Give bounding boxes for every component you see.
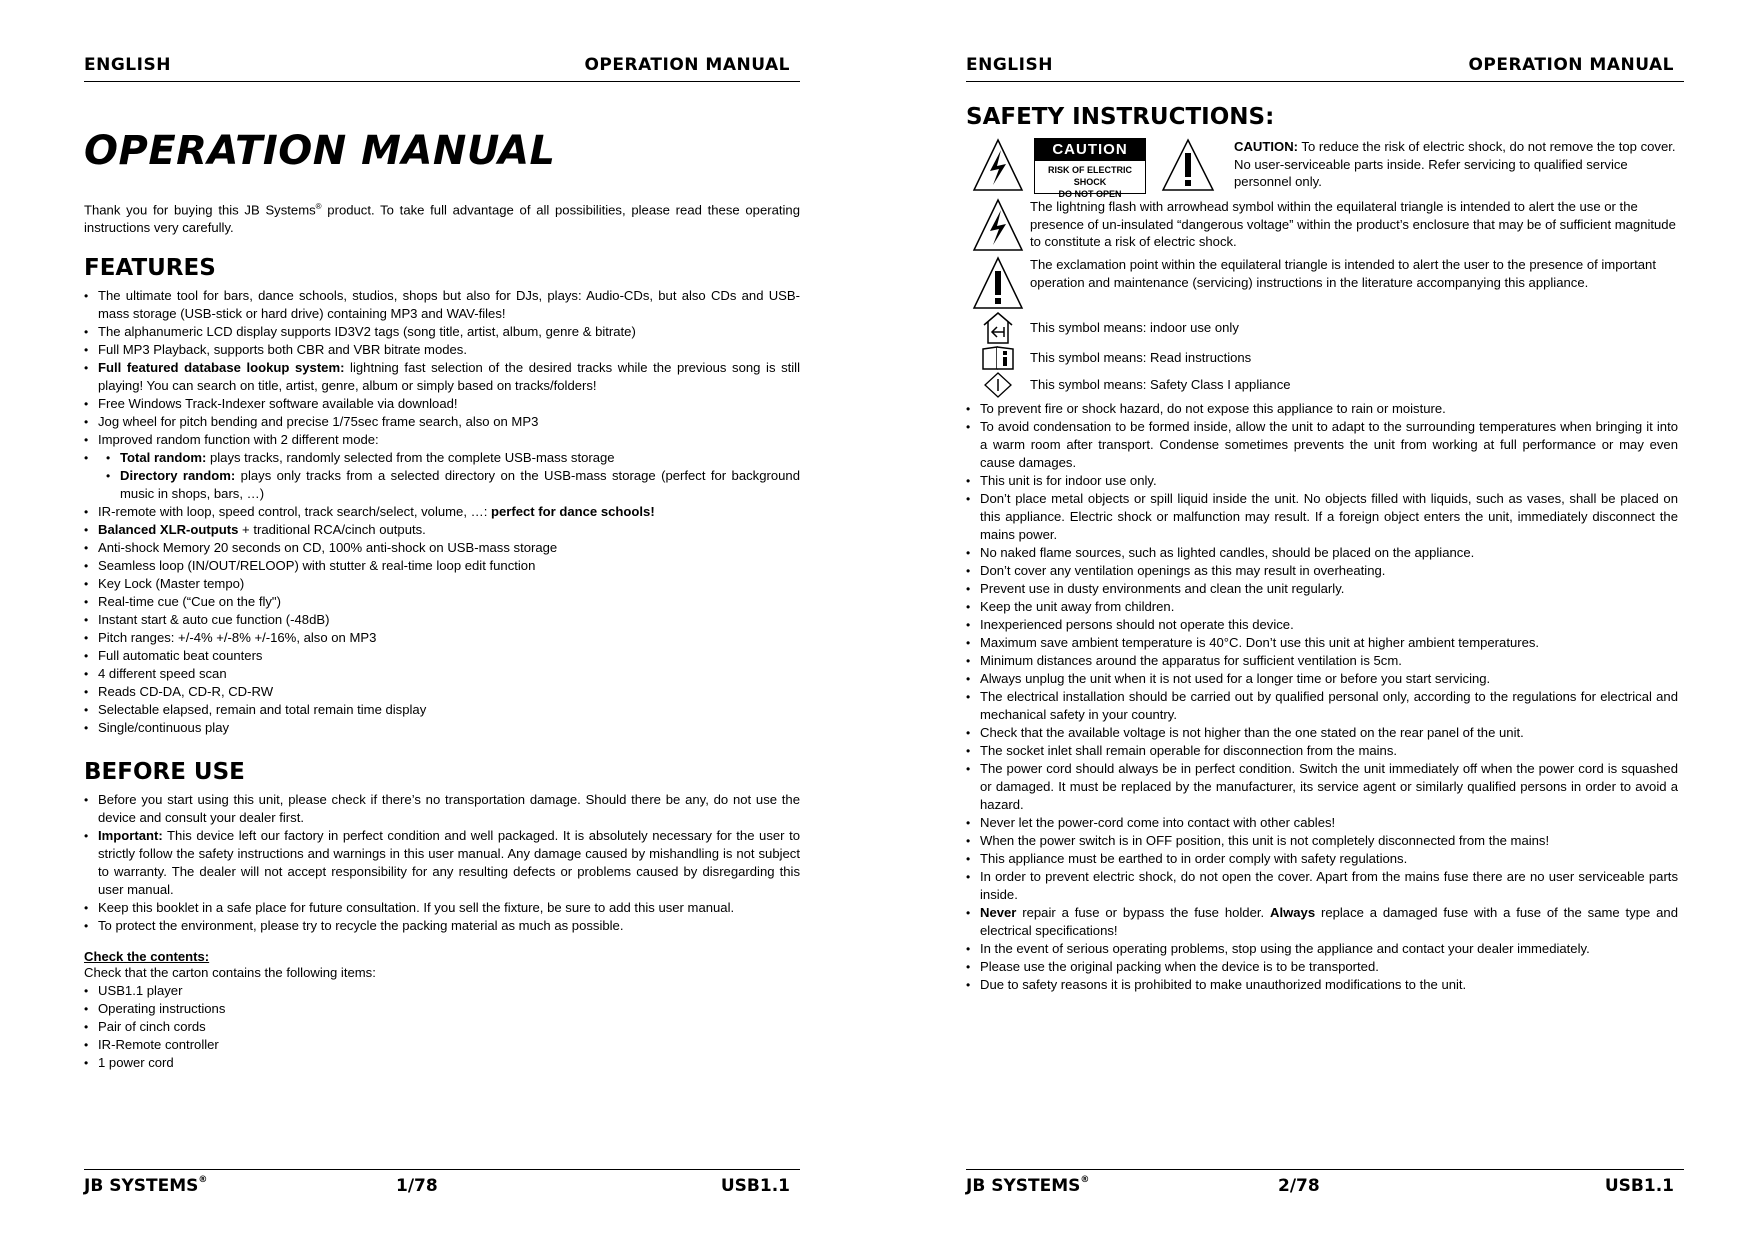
list-item: • Pitch ranges: +/-4% +/-8% +/-16%, also on MP3 bbox=[84, 629, 800, 647]
list-item: • Never repair a fuse or bypass the fuse holder. Always replace a damaged fuse with a fuse of the same type and electrical specifications! bbox=[966, 904, 1678, 940]
page-footer bbox=[966, 1169, 1684, 1196]
list-item: • Pair of cinch cords bbox=[84, 1018, 800, 1036]
list-item: • In order to prevent electric shock, do not open the cover. Apart from the mains fuse there are no user serviceable parts inside. bbox=[966, 868, 1678, 904]
list-item: • Important: This device left our factory in perfect condition and well packaged. It is absolutely necessary for the user to strictly follow the safety instructions and warnings in this user manual. Any damage caused by mishandling is not subject to warranty. The dealer will not accept responsibility for any resulting defects or problems caused by disregarding this user manual. bbox=[84, 827, 800, 899]
list-item: • To protect the environment, please try to recycle the packing material as much as possible. bbox=[84, 917, 800, 935]
page-header bbox=[966, 55, 1684, 82]
lightning-row bbox=[966, 198, 1684, 256]
header-title: OPERATION MANUAL bbox=[1468, 55, 1674, 75]
list-item: • 1 power cord bbox=[84, 1054, 800, 1072]
list-item: • Prevent use in dusty environments and clean the unit regularly. bbox=[966, 580, 1678, 598]
class-text: This symbol means: Safety Class I appliance bbox=[1030, 377, 1291, 393]
list-item: • Full automatic beat counters bbox=[84, 647, 800, 665]
list-item: • Balanced XLR-outputs + traditional RCA/cinch outputs. bbox=[84, 521, 800, 539]
exclamation-triangle-icon bbox=[1158, 138, 1218, 192]
check-contents-intro: Check that the carton contains the following items: bbox=[84, 965, 376, 981]
before-use-heading: BEFORE USE bbox=[84, 759, 245, 786]
lightning-triangle-icon bbox=[966, 138, 1030, 192]
list-item: • Before you start using this unit, please check if there’s no transportation damage. Should there be any, do not use the device and consult your dealer first. bbox=[84, 791, 800, 827]
list-item: • Keep the unit away from children. bbox=[966, 598, 1678, 616]
list-item: • Anti-shock Memory 20 seconds on CD, 100% anti-shock on USB-mass storage bbox=[84, 539, 800, 557]
safety-class-icon bbox=[966, 372, 1030, 398]
list-item: • This appliance must be earthed to in order comply with safety regulations. bbox=[966, 850, 1678, 868]
caution-label: CAUTION RISK OF ELECTRIC SHOCK DO NOT OPEN bbox=[1034, 138, 1146, 194]
right-content bbox=[966, 104, 1684, 994]
list-item: • Don’t cover any ventilation openings as this may result in overheating. bbox=[966, 562, 1678, 580]
registered-mark: ® bbox=[315, 202, 322, 211]
list-item: • USB1.1 player bbox=[84, 982, 800, 1000]
list-item: • Single/continuous play bbox=[84, 719, 800, 737]
footer-model: USB1.1 bbox=[1604, 1176, 1674, 1196]
header-language: ENGLISH bbox=[84, 55, 171, 75]
indoor-use-icon bbox=[966, 311, 1030, 345]
intro-paragraph: Thank you for buying this JB Systems® product. To take full advantage of all possibilities, please read these operating instructions very carefully. bbox=[84, 202, 800, 236]
list-item: • IR-Remote controller bbox=[84, 1036, 800, 1054]
list-item: • Improved random function with 2 different mode: bbox=[84, 431, 800, 449]
list-item: • Keep this booklet in a safe place for future consultation. If you sell the fixture, be sure to add this user manual. bbox=[84, 899, 800, 917]
list-item: • Due to safety reasons it is prohibited to make unauthorized modifications to the unit. bbox=[966, 976, 1678, 994]
list-item: • Full featured database lookup system: lightning fast selection of the desired tracks while the previous song is still playing! You can search on title, artist, genre, album or simply based on tracks/folders! bbox=[84, 359, 800, 395]
list-item: • Please use the original packing when the device is to be transported. bbox=[966, 958, 1678, 976]
list-item: • Minimum distances around the apparatus for sufficient ventilation is 5cm. bbox=[966, 652, 1678, 670]
list-item: • This unit is for indoor use only. bbox=[966, 472, 1678, 490]
list-item: • Check that the available voltage is not higher than the one stated on the rear panel of the unit. bbox=[966, 724, 1678, 742]
footer-page-number: 2/78 bbox=[1278, 1176, 1320, 1196]
list-item: • Don’t place metal objects or spill liquid inside the unit. No objects filled with liquids, such as vases, shall be placed on this appliance. Electric shock or malfunction may result. If a foreign object enters the unit, immediately disconnect the mains power. bbox=[966, 490, 1678, 544]
read-instructions-icon bbox=[966, 345, 1030, 371]
list-item: • Reads CD-DA, CD-R, CD-RW bbox=[84, 683, 800, 701]
page-footer bbox=[84, 1169, 800, 1196]
caution-row bbox=[966, 138, 1684, 198]
list-item: • Always unplug the unit when it is not used for a longer time or before you start servicing. bbox=[966, 670, 1678, 688]
list-item: • Directory random: plays only tracks from a selected directory on the USB-mass storage (perfect for background music in shops, bars, …) bbox=[106, 467, 800, 503]
list-item: • Jog wheel for pitch bending and precise 1/75sec frame search, also on MP3 bbox=[84, 413, 800, 431]
footer-brand: JB SYSTEMS® bbox=[966, 1175, 1090, 1196]
page-title: OPERATION MANUAL bbox=[84, 128, 556, 174]
header-language: ENGLISH bbox=[966, 55, 1053, 75]
class-row bbox=[966, 372, 1684, 398]
list-item: • In the event of serious operating problems, stop using the appliance and contact your dealer immediately. bbox=[966, 940, 1678, 958]
safety-list bbox=[966, 400, 1684, 994]
features-heading: FEATURES bbox=[84, 255, 216, 282]
exclamation-triangle-icon bbox=[966, 256, 1030, 310]
list-item: • Maximum save ambient temperature is 40°C. Don’t use this unit at higher ambient temperatures. bbox=[966, 634, 1678, 652]
read-row bbox=[966, 344, 1684, 372]
left-content bbox=[84, 128, 800, 1072]
page-left bbox=[84, 0, 800, 1240]
exclamation-text: The exclamation point within the equilateral triangle is intended to alert the user to the presence of important operation and maintenance (servicing) instructions in the literature accompanying this appliance. bbox=[1030, 257, 1656, 290]
list-item: • To avoid condensation to be formed inside, allow the unit to adapt to the surrounding temperatures when bringing it into a warm room after transport. Condense sometimes prevents the unit from working at full performance or may even cause damages. bbox=[966, 418, 1678, 472]
footer-brand: JB SYSTEMS® bbox=[84, 1175, 208, 1196]
list-item: • Never let the power-cord come into contact with other cables! bbox=[966, 814, 1678, 832]
list-item: • Selectable elapsed, remain and total remain time display bbox=[84, 701, 800, 719]
list-item: • The power cord should always be in perfect condition. Switch the unit immediately off when the power cord is squashed or damaged. It must be replaced by the manufacturer, its service agent or similarly qualified persons in order to avoid a hazard. bbox=[966, 760, 1678, 814]
list-item: • The ultimate tool for bars, dance schools, studios, shops but also for DJs, plays: Audio-CDs, but also CDs and USB-mass storage (USB-stick or hard drive) containing MP3 and WAV-files! bbox=[84, 287, 800, 323]
list-item: • • Total random: plays tracks, randomly selected from the complete USB-mass storage bbox=[106, 449, 800, 467]
random-sublist bbox=[102, 449, 800, 503]
exclamation-row bbox=[966, 256, 1684, 312]
caution-text: CAUTION: To reduce the risk of electric shock, do not remove the top cover. No user-serviceable parts inside. Refer servicing to qualified service personnel only. bbox=[1234, 139, 1676, 189]
list-item: • Key Lock (Master tempo) bbox=[84, 575, 800, 593]
list-item: • The socket inlet shall remain operable for disconnection from the mains. bbox=[966, 742, 1678, 760]
list-item: • Free Windows Track-Indexer software available via download! bbox=[84, 395, 800, 413]
list-item: • 4 different speed scan bbox=[84, 665, 800, 683]
page-right bbox=[966, 0, 1684, 1240]
list-item: • The electrical installation should be carried out by qualified personal only, according to the regulations for electrical and mechanical safety in your country. bbox=[966, 688, 1678, 724]
footer-page-number: 1/78 bbox=[396, 1176, 438, 1196]
list-item: • Seamless loop (IN/OUT/RELOOP) with stutter & real-time loop edit function bbox=[84, 557, 800, 575]
read-text: This symbol means: Read instructions bbox=[1030, 350, 1252, 366]
header-title: OPERATION MANUAL bbox=[584, 55, 790, 75]
footer-model: USB1.1 bbox=[720, 1176, 790, 1196]
indoor-text: This symbol means: indoor use only bbox=[1030, 320, 1239, 336]
check-contents-list bbox=[84, 982, 800, 1072]
lightning-triangle-icon bbox=[966, 198, 1030, 252]
random-sublist-container bbox=[84, 449, 800, 503]
safety-heading: SAFETY INSTRUCTIONS: bbox=[966, 104, 1275, 130]
page-header bbox=[84, 55, 800, 82]
features-list bbox=[84, 287, 800, 737]
list-item: • When the power switch is in OFF position, this unit is not completely disconnected from the mains! bbox=[966, 832, 1678, 850]
indoor-row bbox=[966, 312, 1684, 344]
lightning-text: The lightning flash with arrowhead symbol within the equilateral triangle is intended to alert the use or the presence of un-insulated “dangerous voltage” within the product’s enclosure that may be of sufficient magnitude to constitute a risk of electric shock. bbox=[1030, 199, 1676, 249]
list-item: • IR-remote with loop, speed control, track search/select, volume, …: perfect for dance schools! bbox=[84, 503, 800, 521]
list-item: • Full MP3 Playback, supports both CBR and VBR bitrate modes. bbox=[84, 341, 800, 359]
list-item: • Inexperienced persons should not operate this device. bbox=[966, 616, 1678, 634]
list-item: • Real-time cue (“Cue on the fly") bbox=[84, 593, 800, 611]
list-item: • Instant start & auto cue function (-48dB) bbox=[84, 611, 800, 629]
list-item: • No naked flame sources, such as lighted candles, should be placed on the appliance. bbox=[966, 544, 1678, 562]
list-item: • The alphanumeric LCD display supports ID3V2 tags (song title, artist, album, genre & bitrate) bbox=[84, 323, 800, 341]
list-item: • Operating instructions bbox=[84, 1000, 800, 1018]
check-contents-heading: Check the contents: bbox=[84, 949, 210, 965]
list-item: • To prevent fire or shock hazard, do not expose this appliance to rain or moisture. bbox=[966, 400, 1678, 418]
before-use-list bbox=[84, 791, 800, 935]
